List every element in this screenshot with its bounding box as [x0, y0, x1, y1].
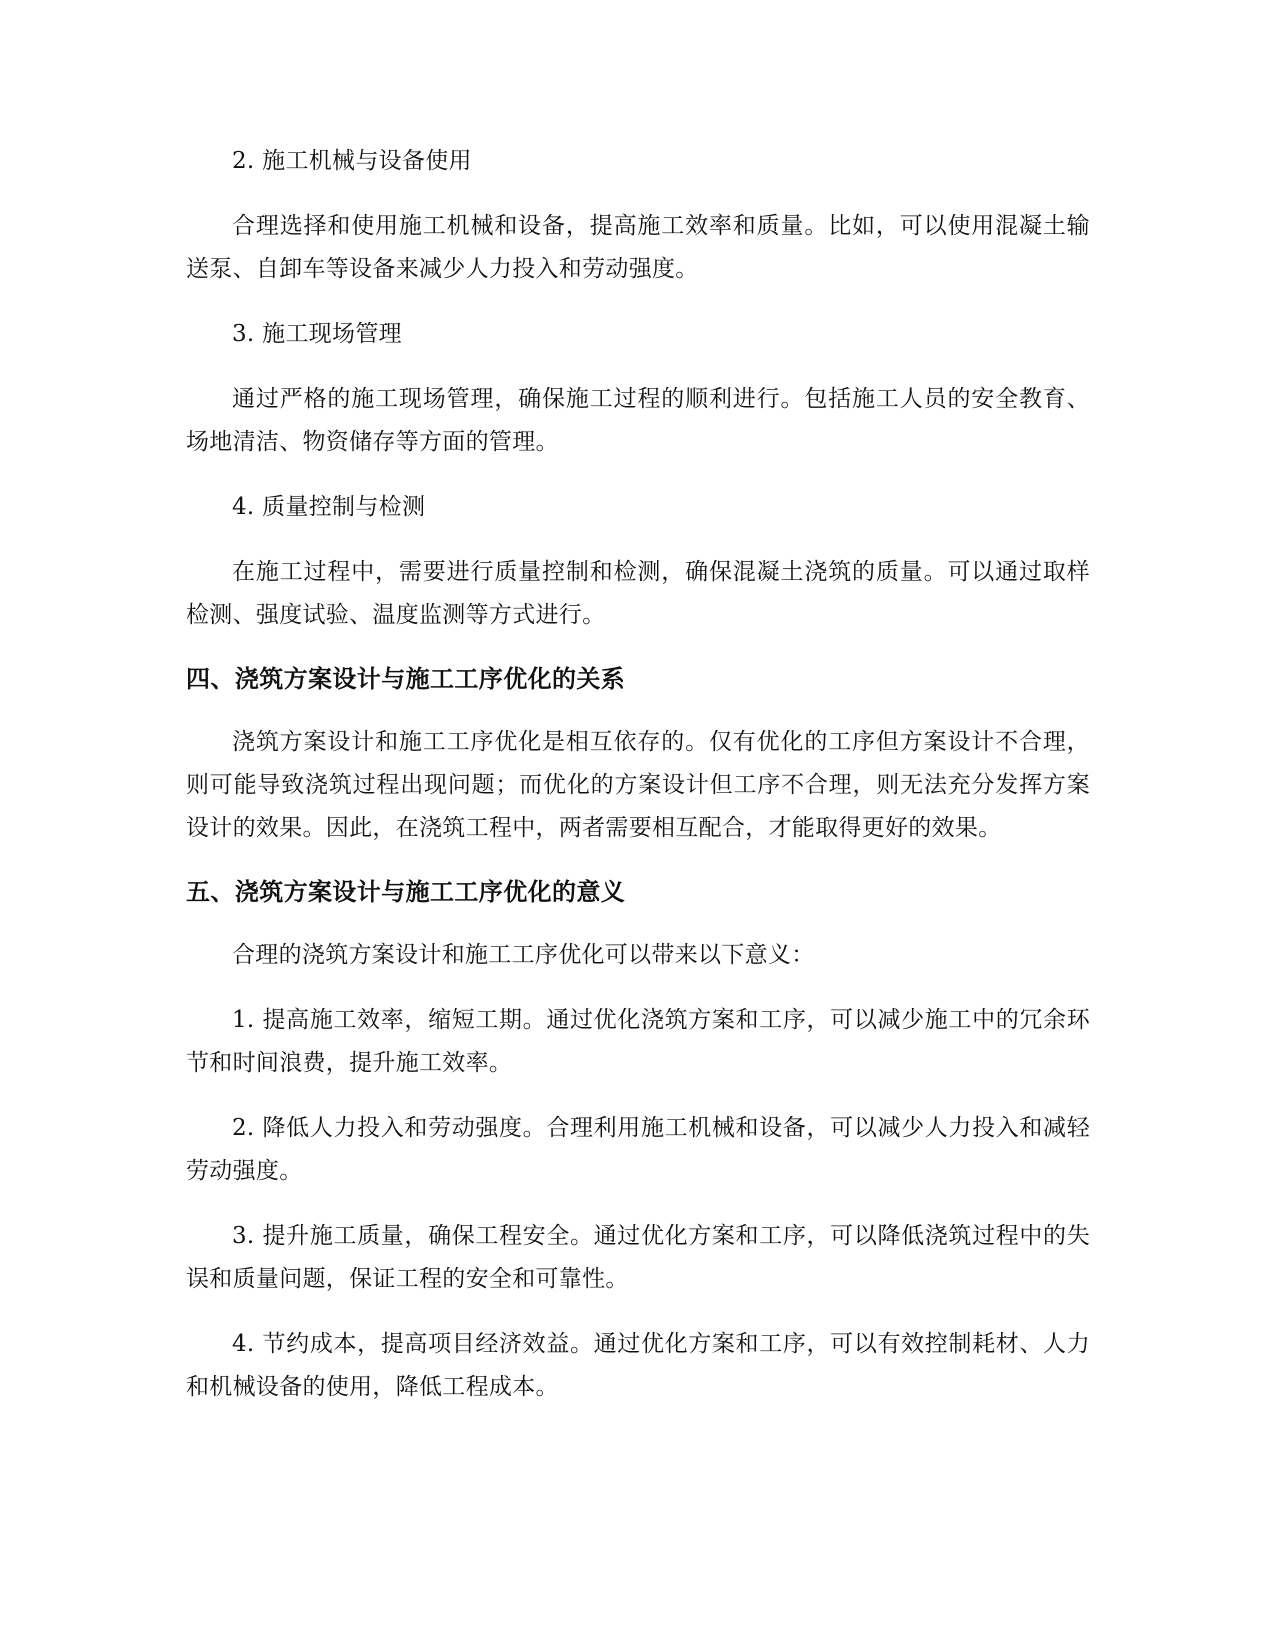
paragraph: 3. 提升施工质量，确保工程安全。通过优化方案和工序，可以降低浇筑过程中的失误和质量问题，保证工程的安全和可靠性。 [186, 1223, 1090, 1292]
paragraph: 1. 提高施工效率，缩短工期。通过优化浇筑方案和工序，可以减少施工中的冗余环节和时间浪费，提升施工效率。 [186, 1007, 1090, 1076]
paragraph: 通过严格的施工现场管理，确保施工过程的顺利进行。包括施工人员的安全教育、场地清洁、物资储存等方面的管理。 [186, 386, 1090, 455]
paragraph: 在施工过程中，需要进行质量控制和检测，确保混凝土浇筑的质量。可以通过取样检测、强度试验、温度监测等方式进行。 [186, 559, 1090, 628]
paragraph: 2. 施工机械与设备使用 [232, 148, 472, 174]
paragraph: 3. 施工现场管理 [232, 321, 402, 347]
section-heading: 四、浇筑方案设计与施工工序优化的关系 [186, 665, 626, 693]
paragraph: 浇筑方案设计和施工工序优化是相互依存的。仅有优化的工序但方案设计不合理，则可能导致浇筑过程出现问题；而优化的方案设计但工序不合理，则无法充分发挥方案设计的效果。因此，在浇筑工程中，两者需要相互配合，才能取得更好的效果。 [186, 729, 1090, 841]
paragraph: 合理的浇筑方案设计和施工工序优化可以带来以下意义： [232, 942, 815, 968]
paragraph: 合理选择和使用施工机械和设备，提高施工效率和质量。比如，可以使用混凝土输送泵、自卸车等设备来减少人力投入和劳动强度。 [186, 213, 1090, 282]
document-body [186, 140, 1090, 1431]
paragraph: 4. 质量控制与检测 [232, 494, 426, 520]
paragraph: 4. 节约成本，提高项目经济效益。通过优化方案和工序，可以有效控制耗材、人力和机械设备的使用，降低工程成本。 [186, 1331, 1090, 1400]
section-heading: 五、浇筑方案设计与施工工序优化的意义 [186, 878, 626, 906]
paragraph: 2. 降低人力投入和劳动强度。合理利用施工机械和设备，可以减少人力投入和减轻劳动强度。 [186, 1115, 1090, 1184]
